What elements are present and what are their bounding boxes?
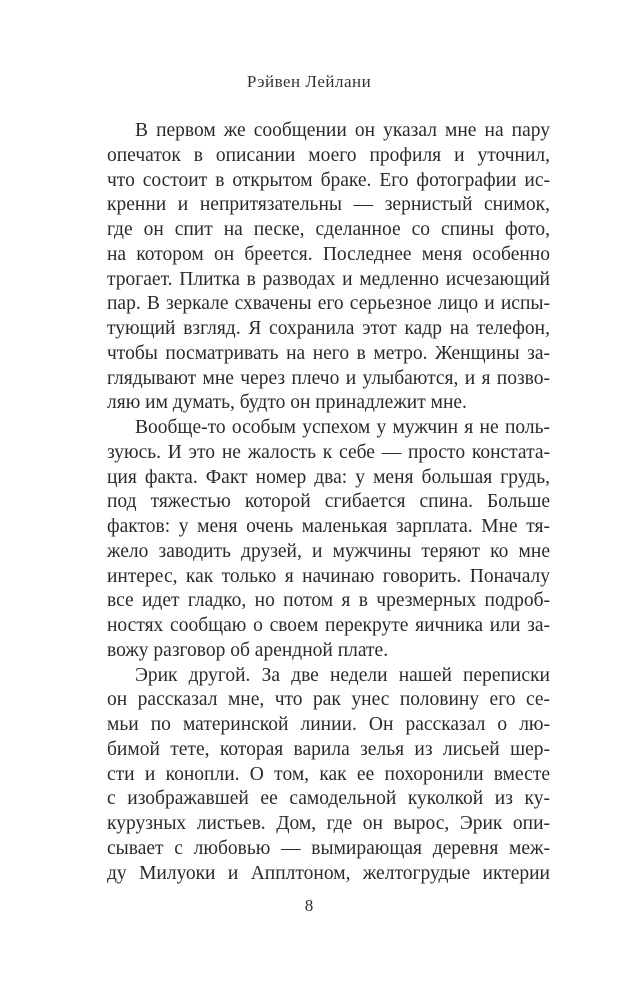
text-line: что состоит в открытом браке. Его фотографии ис-: [107, 169, 550, 191]
text-line: бимой тете, которая варила зелья из лисьей шер-: [107, 738, 550, 760]
text-line: ду Милуоки и Апплтоном, желтогрудые иктерии: [107, 862, 550, 884]
text-line: вожу разговор об арендной плате.: [107, 639, 389, 661]
page-number: 8: [304, 896, 314, 915]
body-text: [107, 119, 550, 886]
text-line: глядывают мне через плечо и улыбаются, и я позво-: [107, 367, 550, 389]
text-line: на котором он бреется. Последнее меня особенно: [107, 243, 550, 265]
text-line: фактов: у меня очень маленькая зарплата. Мне тя-: [107, 516, 550, 537]
text-line: мьи по материнской линии. Он рассказал о лю-: [107, 714, 550, 735]
text-line: сывает с любовью — вымирающая деревня меж-: [107, 837, 550, 859]
text-line: с изображавшей ее самодельной куколкой из ку-: [107, 788, 550, 810]
text-line: ция факта. Факт номер два: у меня большая грудь,: [107, 466, 550, 488]
text-line: ностях сообщаю о своем перекруте яичника или за-: [107, 615, 550, 636]
running-head: Рэйвен Лейлани: [246, 72, 372, 91]
text-line: жело заводить друзей, и мужчины теряют ко мне: [107, 540, 550, 562]
text-line: тующий взгляд. Я сохранила этот кадр на телефон,: [107, 318, 550, 339]
text-line: под тяжестью которой сгибается спина. Больше: [107, 491, 550, 513]
text-line: чтобы посматривать на него в метро. Женщины за-: [107, 342, 550, 364]
text-line: В первом же сообщении он указал мне на пару: [135, 120, 550, 141]
text-line: где он спит на песке, сделанное со спины фото,: [107, 219, 550, 240]
paragraph: [107, 664, 550, 887]
text-line: опечаток в описании моего профиля и уточнил,: [107, 144, 550, 166]
text-line: Вообще-то особым успехом у мужчин я не поль-: [135, 417, 550, 438]
text-line: Эрик другой. За две недели нашей переписки: [135, 664, 550, 686]
text-line: трогает. Плитка в разводах и медленно исчезающий: [107, 268, 550, 290]
text-line: курузных листьев. Дом, где он вырос, Эрик опи-: [107, 813, 550, 834]
text-line: все идет гладко, но потом я в чрезмерных подроб-: [107, 590, 550, 612]
text-line: зуюсь. И это не жалость к себе — просто констата-: [107, 441, 550, 463]
text-line: ляю им думать, будто он принадлежит мне.: [107, 392, 467, 414]
text-line: он рассказал мне, что рак унес половину его се-: [107, 689, 550, 711]
text-line: сти и конопли. О том, как ее похоронили вместе: [107, 763, 550, 785]
text-line: пар. В зеркале схвачены его серьезное лицо и испы-: [107, 293, 550, 315]
paragraph: [107, 119, 550, 416]
text-line: кренни и непритязательны — зернистый снимок,: [107, 194, 550, 216]
text-line: интерес, как только я начинаю говорить. Поначалу: [107, 565, 550, 587]
paragraph: [107, 416, 550, 664]
